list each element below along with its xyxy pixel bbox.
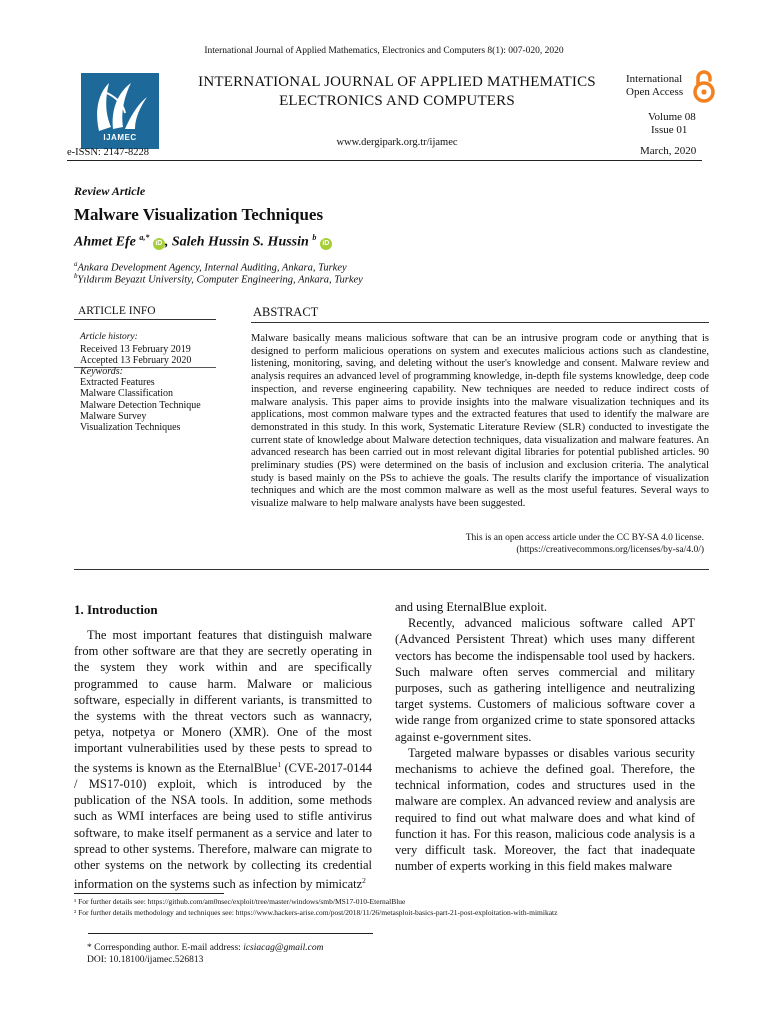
journal-title-line1: INTERNATIONAL JOURNAL OF APPLIED MATHEMATICS <box>198 74 596 90</box>
license-line1: This is an open access article under the CC BY-SA 4.0 license. <box>465 533 704 543</box>
keywords-list <box>80 377 201 433</box>
logo-text: IJAMEC <box>103 133 137 142</box>
paragraph: Targeted malware bypasses or disables various security mechanisms to achieve the defined goal. Therefore, the technical information, codes and structures used in the malware are complex. An advanced review and analysis are required to find out what malware does and what kind of function it has. For this reason, malicious code analysis is a very difficult task. Moreover, the fact that inadequate number of experts working in this field makes malware <box>395 745 695 874</box>
keyword: Extracted Features <box>80 377 155 388</box>
footnote-2: ² For further details methodology and techniques see: https://www.hackers-arise.com/post/2018/11/26/metasploit-basics-part-21-post-exploitation-with-mimikatz <box>74 908 558 917</box>
footnote-divider <box>74 893 224 894</box>
license-notice <box>380 532 704 556</box>
license-url[interactable]: (https://creativecommons.org/licenses/by-sa/4.0/) <box>516 545 704 555</box>
affiliation-a-mark: a <box>74 260 78 268</box>
affiliation-b-text: Yıldırım Beyazıt University, Computer Engineering, Ankara, Turkey <box>77 274 363 286</box>
keyword: Malware Detection Technique <box>80 399 201 411</box>
authors <box>74 233 332 251</box>
abstract-heading: ABSTRACT <box>251 305 709 323</box>
correspondence-label: * Corresponding author. E-mail address: <box>87 943 244 953</box>
body-right-column <box>395 599 695 874</box>
footnote-1: ¹ For further details see: https://github.com/am0nsec/exploit/tree/master/windows/smb/MS17-010-EternalBlue <box>74 897 406 906</box>
volume: Volume 08 <box>648 111 696 123</box>
footnote-mark[interactable]: 2 <box>362 876 366 886</box>
paragraph-text: The most important features that distinguish malware from other software are that they are secretly operating in the system they work within and are specifically programmed to cause harm. Malware or malicious software, especially in different variants, is transmitted to the systems with the threat vectors such as wannacry, petya, notpetya or Monero (XMR). One of the most important vulnerabilities used by these pests to spread to the systems is known as the EternalBlue <box>74 628 372 775</box>
article-history-label: Article history: <box>80 332 138 342</box>
author-2: Saleh Hussin S. Hussin <box>171 234 309 250</box>
open-access-lock-icon <box>691 69 717 103</box>
accepted-date: Accepted 13 February 2020 <box>80 355 192 366</box>
ijamec-logo <box>81 73 159 149</box>
keywords-label: Keywords: <box>80 366 123 377</box>
article-type: Review Article <box>74 184 146 198</box>
affiliation-b <box>74 272 363 286</box>
paragraph: and using EternalBlue exploit. <box>395 600 548 614</box>
open-access-label <box>626 73 683 99</box>
author-2-affiliation-mark: b <box>312 233 317 242</box>
affiliation-a-text: Ankara Development Agency, Internal Auditing, Ankara, Turkey <box>77 262 347 274</box>
orcid-icon[interactable]: iD <box>320 238 332 250</box>
doi: DOI: 10.18100/ijamec.526813 <box>87 955 204 965</box>
corresponding-author <box>87 943 323 953</box>
keyword: Visualization Techniques <box>80 422 181 434</box>
article-title: Malware Visualization Techniques <box>74 205 324 224</box>
journal-citation: International Journal of Applied Mathematics, Electronics and Computers 8(1): 007-020, 2020 <box>204 46 564 56</box>
open-access-line2: Open Access <box>626 86 684 98</box>
abstract-text: Malware basically means malicious software that can be an intrusive program code or anything that is designed to perform malicious operations on system and executes malicious actions such as clandestine, listening, monitoring, saving, and deleting without the user's knowledge and consent. Malware review and analysis requires an advanced level of programming knowledge, in-depth file systems knowledge, deep code inspection, and reverse engineering capability. New techniques are needed to reduce indirect costs of malware analysis. This paper aims to provide insights into the malware visualization techniques and its applications, most common malware types and the extracted features that used to identify the malware are demonstrated in this study. In this work, Systematic Literature Review (SLR) conducted to investigate the current state of knowledge about Malware detection techniques, data visualization and malware features. An advanced research has been carried out in most relevant digital libraries for potential published articles. 90 preliminary studies (PS) were determined on the basis of inclusion and exclusion criteria. The analytical study is based mainly on the PSs to achieve the goals. The results clarify the importance of visualization techniques and which are the most common malware as well as the most useful features. Several ways to visualize malware to help malware analysts have been suggested. <box>251 333 709 510</box>
author-1: Ahmet Efe <box>74 234 136 250</box>
orcid-icon[interactable]: iD <box>153 238 165 250</box>
received-date: Received 13 February 2019 <box>80 344 191 355</box>
author-separator: , <box>164 234 172 250</box>
keyword: Malware Survey <box>80 410 147 422</box>
article-info-heading: ARTICLE INFO <box>74 305 216 320</box>
abstract-divider <box>74 569 709 570</box>
issn: e-ISSN: 2147-8228 <box>67 147 149 158</box>
paragraph-text: (CVE-2017-0144 / MS17-010) exploit, which is introduced by the publication of the NSA tools. In addition, some methods such as WMI interfaces are being used to stifle antivirus software, to make itself permanent as a service and later to spread to other systems. Therefore, malware can migrate to other systems on the network by collecting its credential information on the systems such as infection by mimicatz <box>74 760 372 892</box>
correspondence-email[interactable]: icsiacag@gmail.com <box>243 943 324 953</box>
issue: Issue 01 <box>651 124 688 136</box>
affiliation-b-mark: b <box>74 272 78 280</box>
journal-url[interactable]: www.dergipark.org.tr/ijamec <box>336 137 458 148</box>
paragraph: Recently, advanced malicious software called APT (Advanced Persistent Threat) which uses many different vectors has become the indispensable tool used by hackers. Such malware often serves commercial and military purposes, such as gathering intelligence and neutralizing target systems. Customers of malicious software cover a wide range from organized crime to state sponsored attacks against e-government sites. <box>395 616 695 744</box>
journal-title <box>182 73 612 111</box>
footnote-mark[interactable]: 1 <box>277 759 282 769</box>
paragraph <box>74 627 372 893</box>
open-access-line1: International <box>626 73 683 85</box>
section-heading-introduction: 1. Introduction <box>74 602 158 617</box>
correspondence-divider <box>88 933 373 934</box>
journal-title-line2: ELECTRONICS AND COMPUTERS <box>279 93 515 109</box>
body-left-column <box>74 627 372 893</box>
header-divider <box>67 160 702 161</box>
author-1-affiliation-mark: a,* <box>139 233 150 242</box>
publication-date: March, 2020 <box>640 145 697 157</box>
keyword: Malware Classification <box>80 388 174 400</box>
